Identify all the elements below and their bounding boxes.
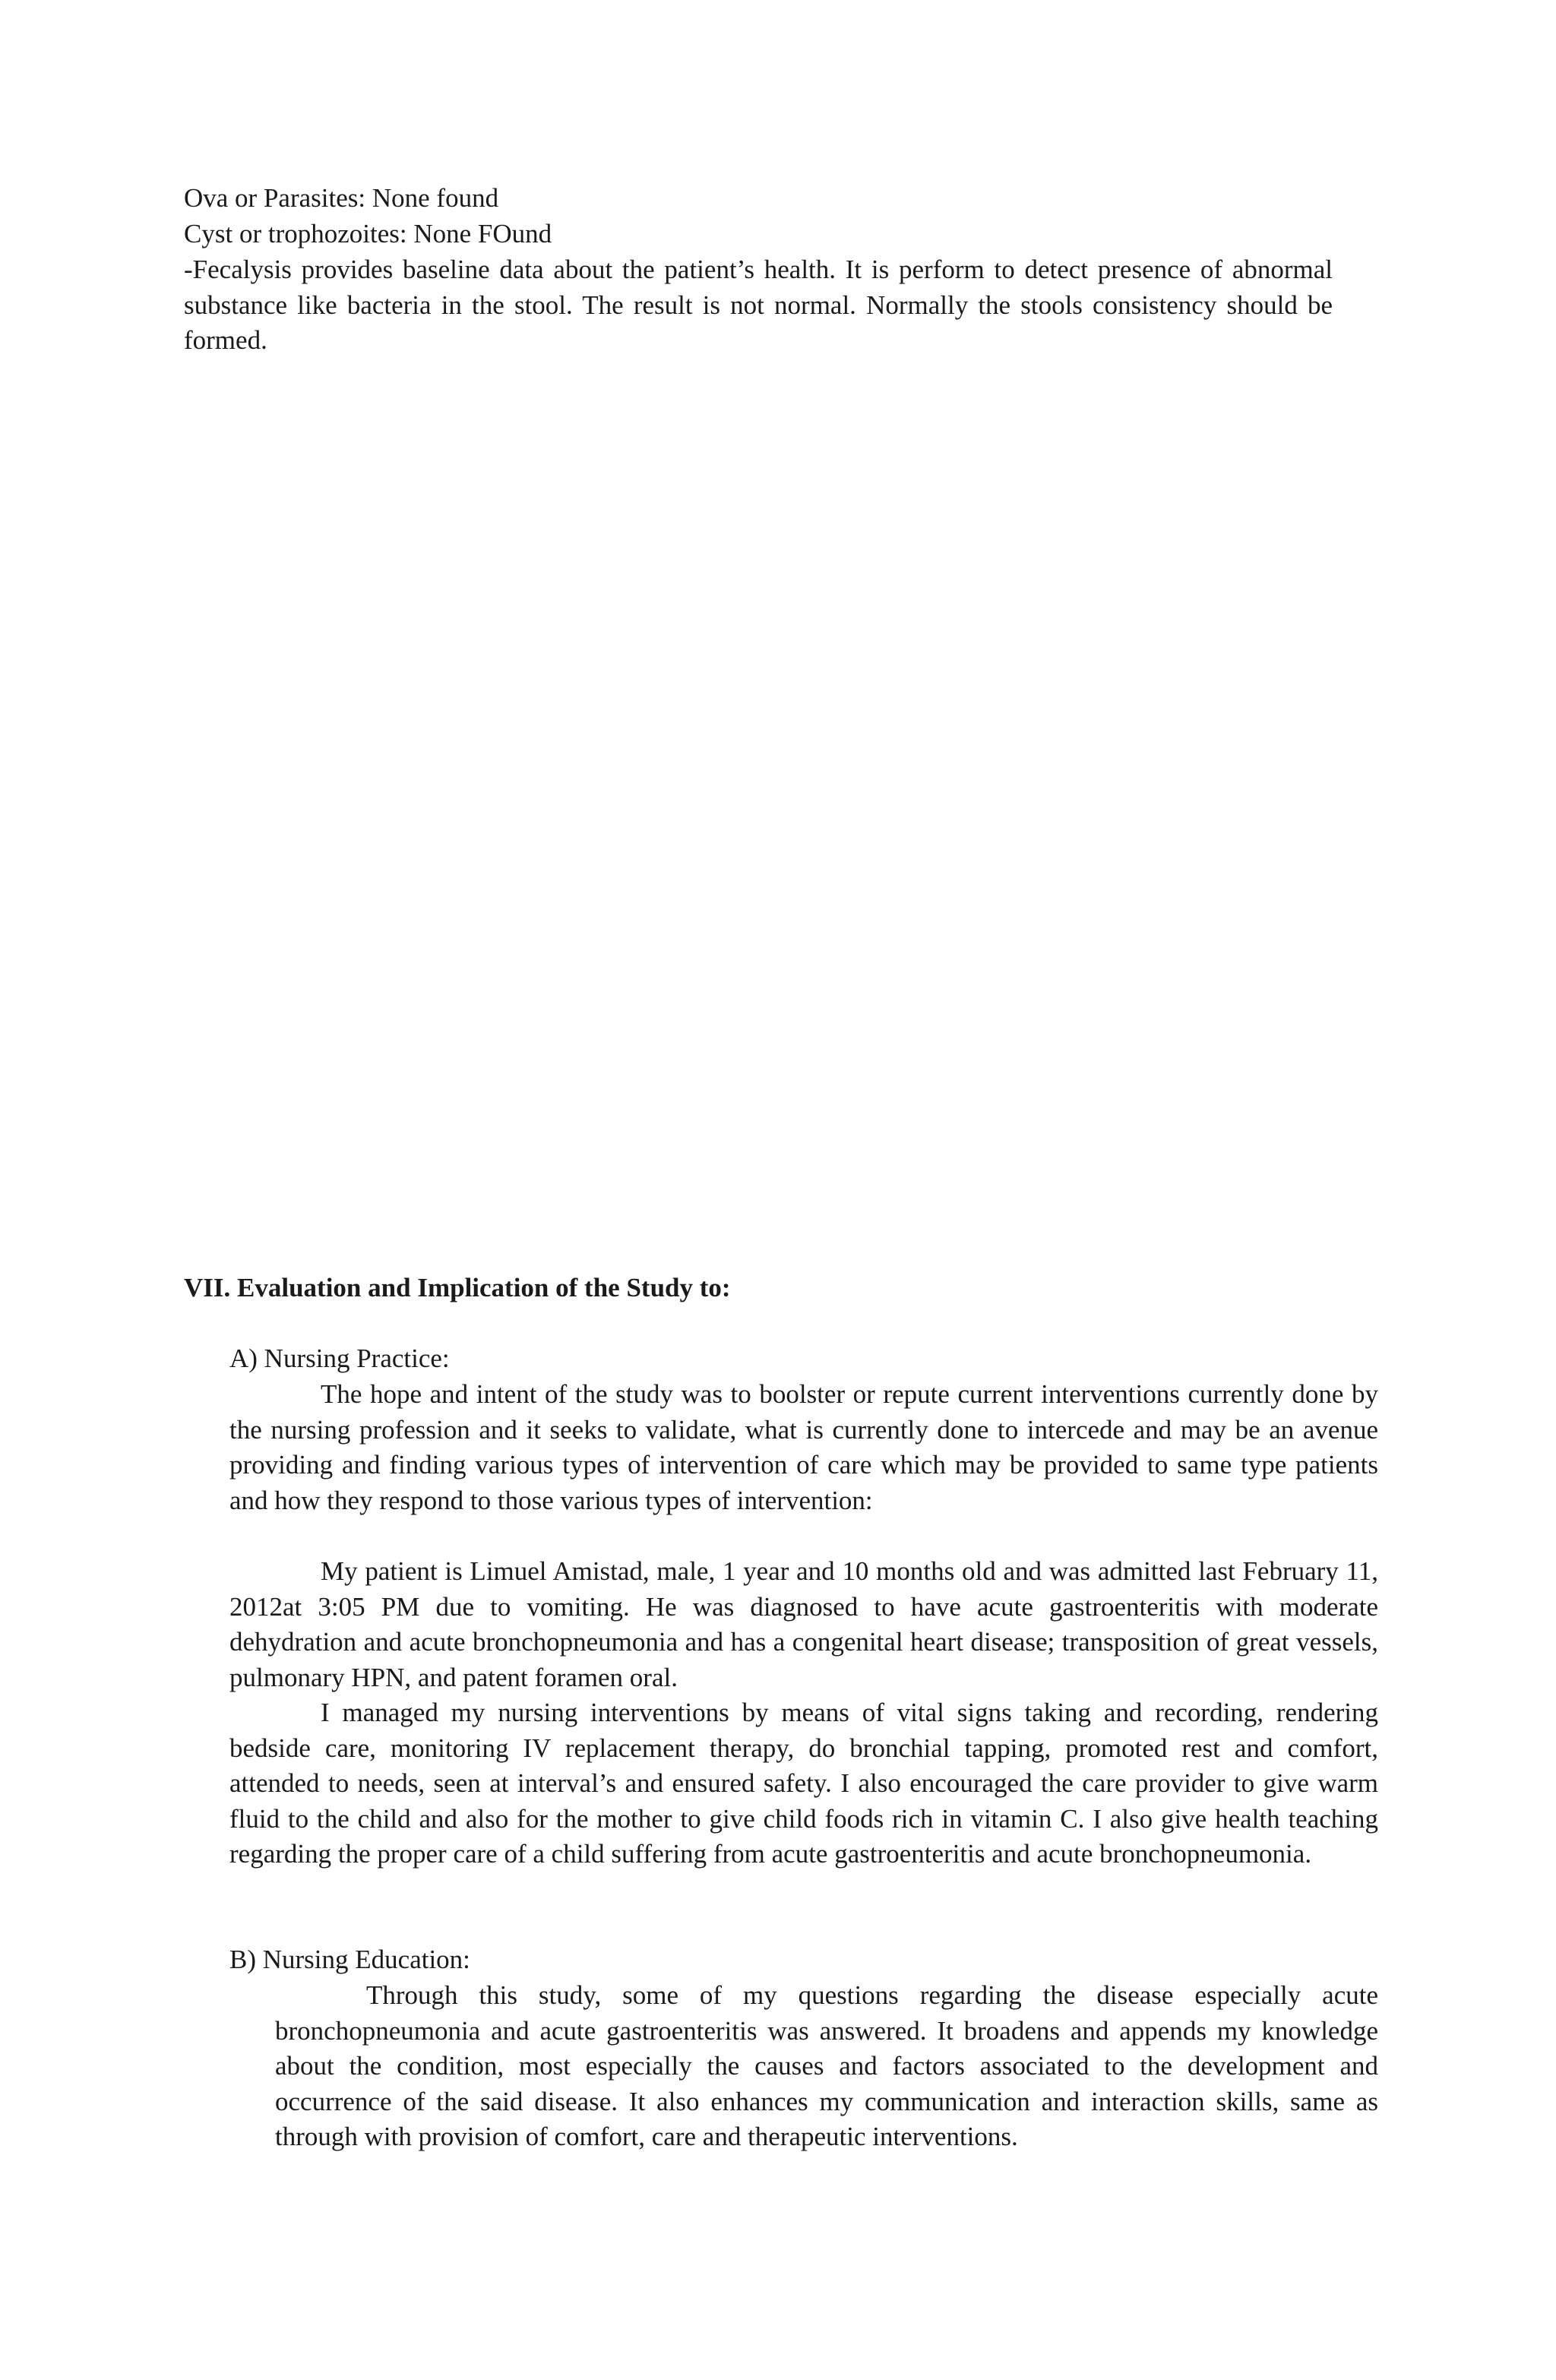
section-vii-heading: VII. Evaluation and Implication of the Study to: bbox=[184, 1273, 731, 1302]
nursing-education-paragraph-1: Through this study, some of my questions regarding the disease especially acute bronchopneumonia and acute gastroenteritis was answered. It broadens and appends my knowledge about the condition, most especially the causes and factors associated to the development and occurrence of the said disease. It also enhances my communication and interaction skills, same as through with provision of comfort, care and therapeutic interventions. bbox=[275, 1980, 1378, 2151]
nursing-practice-title: A) Nursing Practice: bbox=[229, 1343, 450, 1373]
fecalysis-paragraph: -Fecalysis provides baseline data about the patient’s health. It is perform to detect presence of abnormal substance like bacteria in the stool. The result is not normal. Normally the stools consistency should be formed. bbox=[184, 255, 1333, 355]
nursing-practice-paragraph-1: The hope and intent of the study was to boolster or repute current interventions currently done by the nursing profession and it seeks to validate, what is currently done to intercede and may be an avenue providing and finding various types of intervention of care which may be provided to same type patients and how they respond to those various types of intervention: bbox=[229, 1379, 1378, 1515]
nursing-education-title: B) Nursing Education: bbox=[229, 1945, 470, 1974]
ova-parasites-line: Ova or Parasites: None found bbox=[184, 183, 499, 213]
nursing-practice-paragraph-2: My patient is Limuel Amistad, male, 1 year and 10 months old and was admitted last February 11, 2012at 3:05 PM due to vomiting. He was diagnosed to have acute gastroenteritis with moderate dehydration and acute bronchopneumonia and has a congenital heart disease; transposition of great vessels, pulmonary HPN, and patent foramen oral. bbox=[229, 1556, 1378, 1692]
cyst-trophozoites-line: Cyst or trophozoites: None FOund bbox=[184, 219, 552, 248]
nursing-practice-paragraph-3: I managed my nursing interventions by means of vital signs taking and recording, rendering bedside care, monitoring IV replacement therapy, do bronchial tapping, promoted rest and comfort, attended to needs, seen at interval’s and ensured safety. I also encouraged the care provider to give warm fluid to the child and also for the mother to give child foods rich in vitamin C. I also give health teaching regarding the proper care of a child suffering from acute gastroenteritis and acute bronchopneumonia. bbox=[229, 1698, 1378, 1869]
